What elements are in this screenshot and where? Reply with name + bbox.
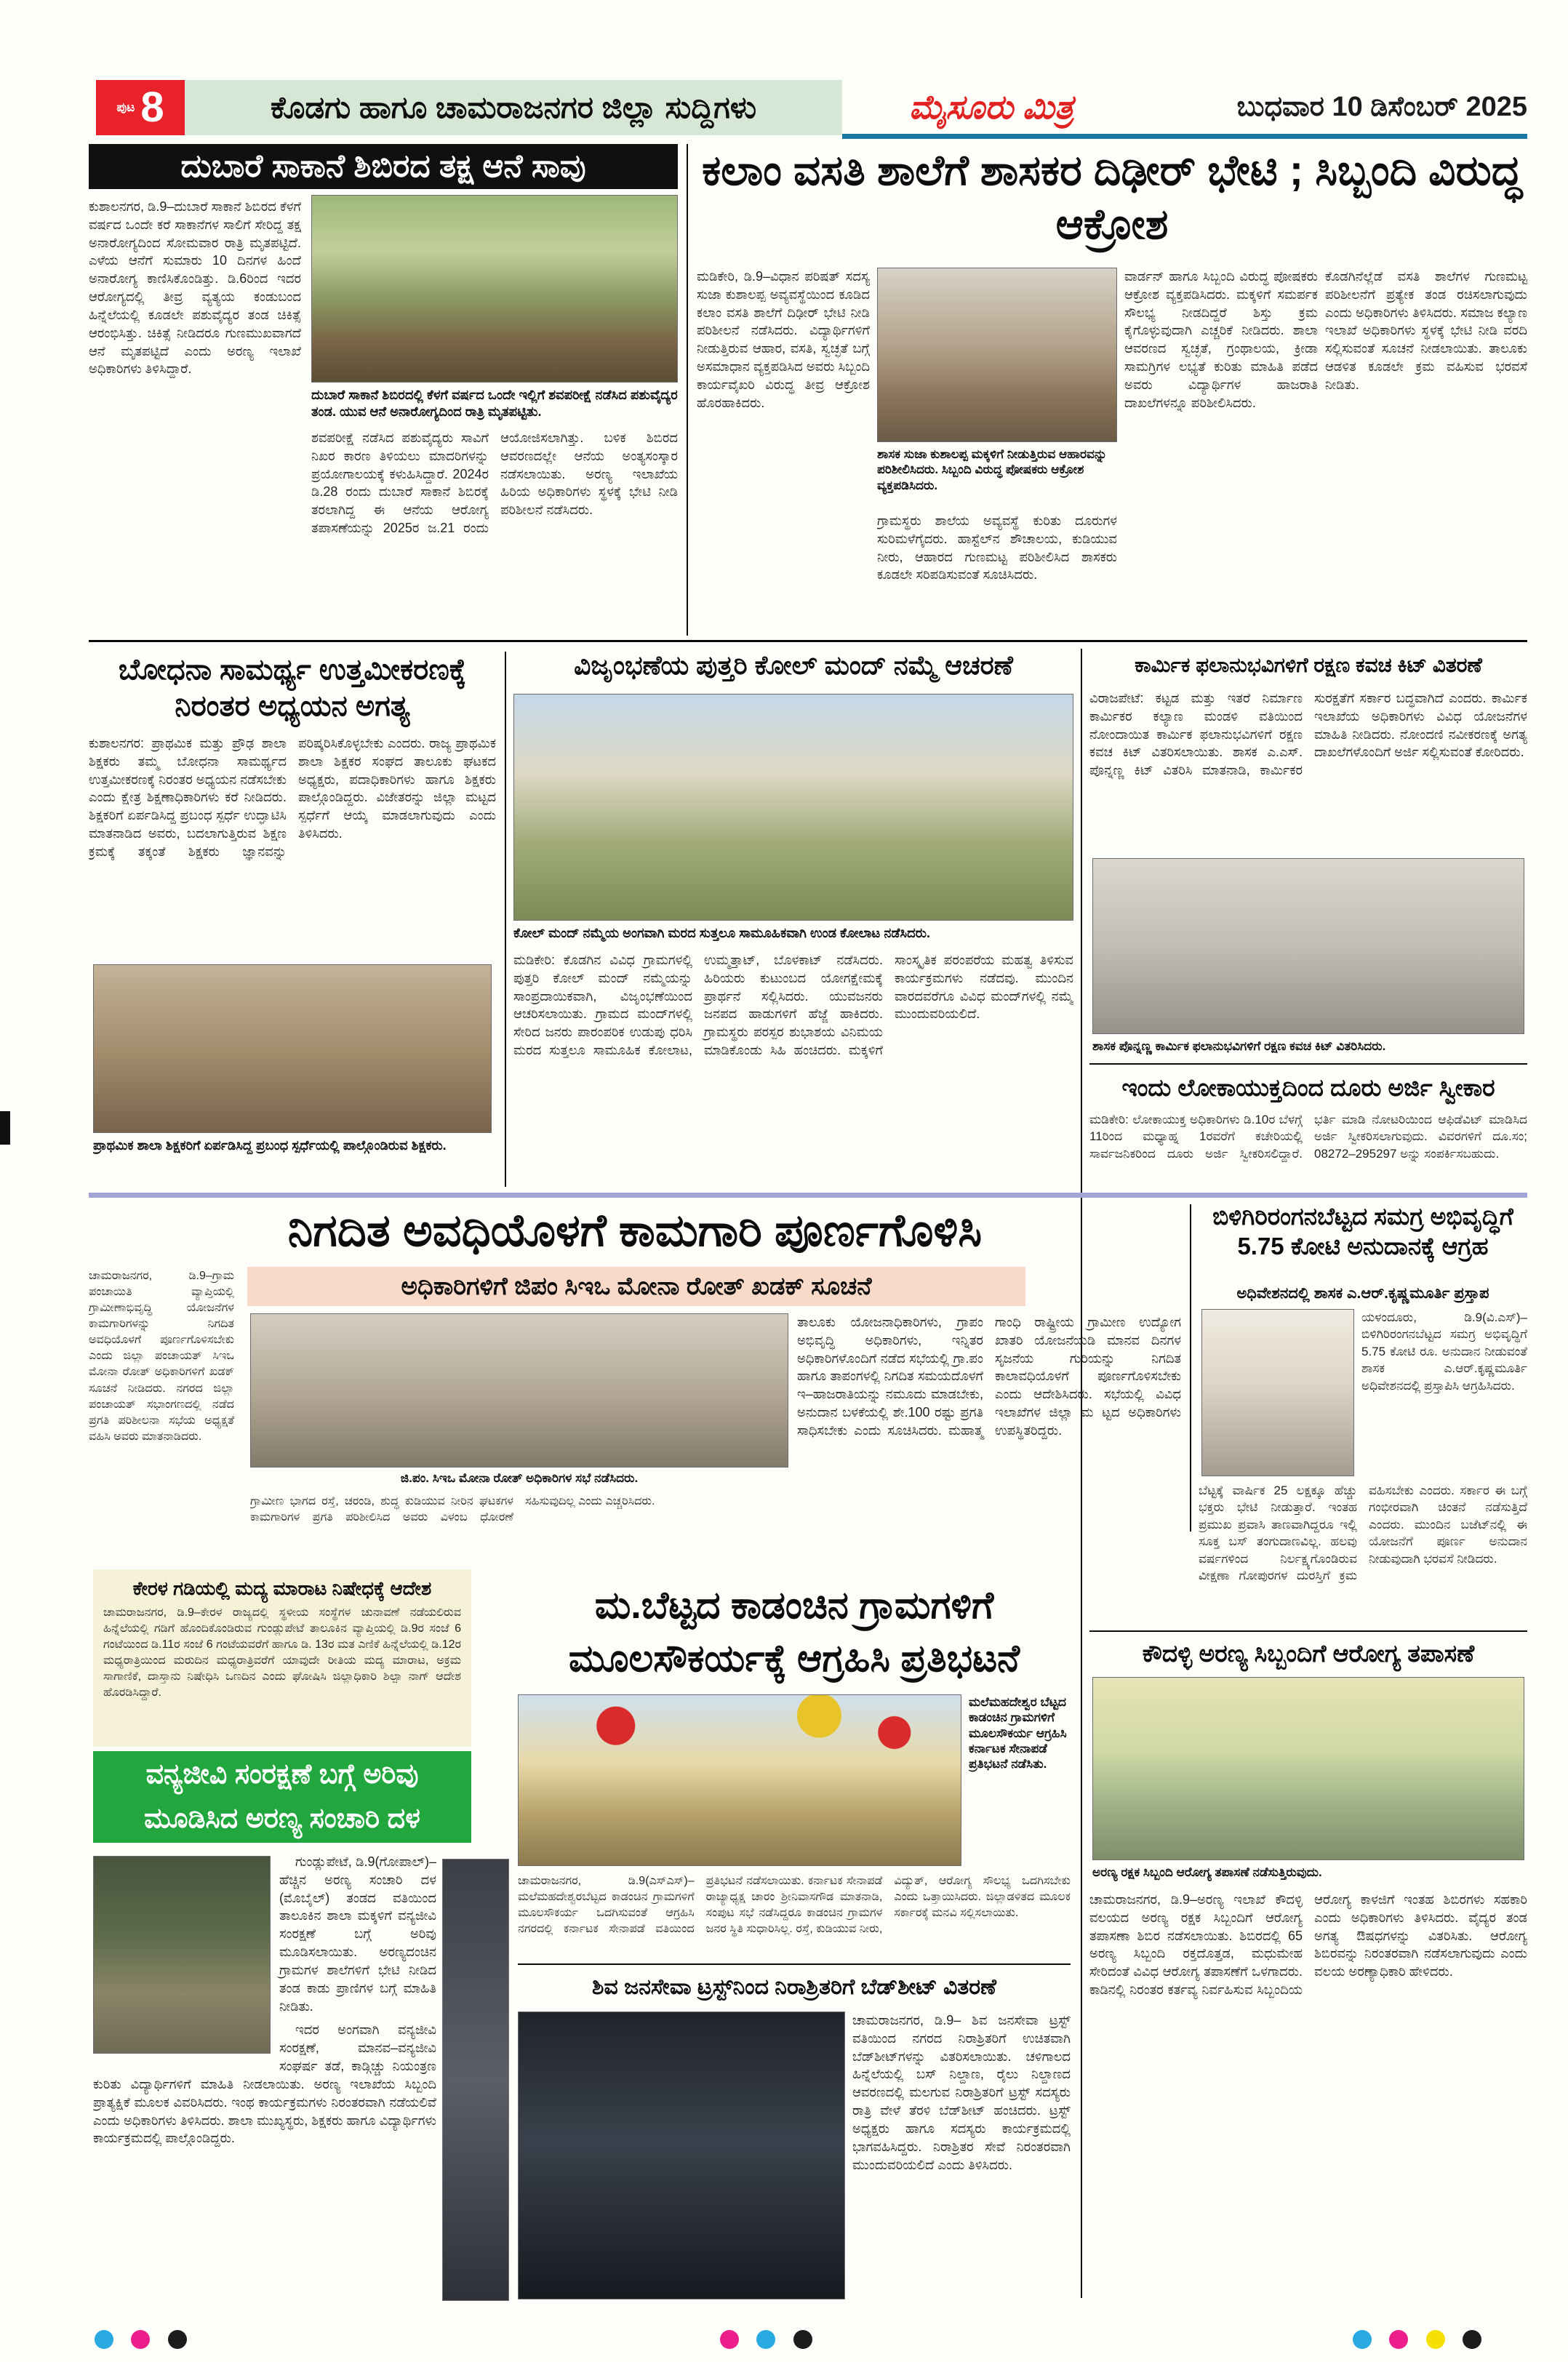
kerala-box [93,1569,471,1747]
biligiri-body-col1: ಯಳಂದೂರು, ಡಿ.9(ವಿ.ಎಸ್)– ಬಿಳಿಗಿರಿರಂಗನಬೆಟ್ಟದ ಸಮಗ್ರ ಅಭಿವೃದ್ಧಿಗೆ 5.75 ಕೋಟಿ ರೂ. ಅನುದಾನ ನೀಡುವಂತೆ ಶಾಸಕ ಎ.ಆರ್.ಕೃಷ್ಣಮೂರ್ತಿ ಅಧಿವೇಶನದಲ್ಲಿ ಪ್ರಸ್ತಾಪಿಸಿ ಆಗ್ರಹಿಸಿದರು. [1361,1310,1527,1393]
issue-date: ಬುಧವಾರ 10 ಡಿಸೆಂಬರ್ 2025 [1236,92,1527,122]
bodhana-body: ಕುಶಾಲನಗರ: ಪ್ರಾಥಮಿಕ ಮತ್ತು ಪ್ರೌಢ ಶಾಲಾ ಶಿಕ್ಷಕರು ತಮ್ಮ ಬೋಧನಾ ಸಾಮರ್ಥ್ಯದ ಉತ್ತಮೀಕರಣಕ್ಕೆ ನಿರಂತರ ಅಧ್ಯಯನ ನಡೆಸಬೇಕು ಎಂದು ಕ್ಷೇತ್ರ ಶಿಕ್ಷಣಾಧಿಕಾರಿಗಳು ಕರೆ ನೀಡಿದರು. ಶಿಕ್ಷಕರಿಗೆ ಏರ್ಪಡಿಸಿದ್ದ ಪ್ರಬಂಧ ಸ್ಪರ್ಧೆ ಉದ್ಘಾಟಿಸಿ ಮಾತನಾಡಿದ ಅವರು, ಬದಲಾಗುತ್ತಿರುವ ಶಿಕ್ಷಣ ಕ್ರಮಕ್ಕೆ ತಕ್ಕಂತೆ ಶಿಕ್ಷಕರು ಜ್ಞಾನವನ್ನು ಪರಿಷ್ಕರಿಸಿಕೊಳ್ಳಬೇಕು ಎಂದರು. ರಾಜ್ಯ ಪ್ರಾಥಮಿಕ ಶಾಲಾ ಶಿಕ್ಷಕರ ಸಂಘದ ತಾಲೂಕು ಘಟಕದ ಅಧ್ಯಕ್ಷರು, ಪದಾಧಿಕಾರಿಗಳು ಹಾಗೂ ಶಿಕ್ಷಕರು ಪಾಲ್ಗೊಂಡಿದ್ದರು. ವಿಜೇತರನ್ನು ಜಿಲ್ಲಾ ಮಟ್ಟದ ಸ್ಪರ್ಧೆಗೆ ಆಯ್ಕೆ ಮಾಡಲಾಗುವುದು ಎಂದು ತಿಳಿಸಿದರು. [89,736,496,859]
standing-person-photo [442,1859,509,2301]
lavender-divider [89,1193,1527,1198]
biligiri-body-col2: ಬೆಟ್ಟಕ್ಕೆ ವಾರ್ಷಿಕ 25 ಲಕ್ಷಕ್ಕೂ ಹೆಚ್ಚು ಭಕ್ತರು ಭೇಟಿ ನೀಡುತ್ತಾರೆ. ಇಂತಹ ಪ್ರಮುಖ ಪ್ರವಾಸಿ ತಾಣವಾಗಿದ್ದರೂ ಇಲ್ಲಿ ಸೂಕ್ತ ಬಸ್ ತಂಗುದಾಣವಿಲ್ಲ. ಹಲವು ವರ್ಷಗಳಿಂದ ನಿರ್ಲಕ್ಷ್ಯಗೊಂಡಿರುವ ವೀಕ್ಷಣಾ ಗೋಪುರಗಳ ದುರಸ್ತಿಗೆ ಕ್ರಮ ವಹಿಸಬೇಕು ಎಂದರು. ಸರ್ಕಾರ ಈ ಬಗ್ಗೆ ಗಂಭೀರವಾಗಿ ಚಿಂತನೆ ನಡೆಸುತ್ತಿದೆ ಎಂದರು. ಮುಂದಿನ ಬಜೆಟ್‌ನಲ್ಲಿ ಈ ಯೋಜನೆಗೆ ಪೂರ್ಣ ಅನುದಾನ ನೀಡುವುದಾಗಿ ಭರವಸೆ ನೀಡಿದರು. [1199,1484,1527,1583]
wildlife-body [93,1853,436,2302]
divider [518,1963,1071,1965]
registration-dot-black [793,2330,812,2349]
shiva-body: ಚಾಮರಾಜನಗರ, ಡಿ.9– ಶಿವ ಜನಸೇವಾ ಟ್ರಸ್ಟ್ ವತಿಯಿಂದ ನಗರದ ನಿರಾಶ್ರಿತರಿಗೆ ಉಚಿತವಾಗಿ ಬೆಡ್‌ಶೀಟ್‌ಗಳನ್ನು ವಿತರಿಸಲಾಯಿತು. ಚಳಿಗಾಲದ ಹಿನ್ನೆಲೆಯಲ್ಲಿ ಬಸ್ ನಿಲ್ದಾಣ, ರೈಲು ನಿಲ್ದಾಣದ ಆವರಣದಲ್ಲಿ ಮಲಗುವ ನಿರಾಶ್ರಿತರಿಗೆ ಟ್ರಸ್ಟ್ ಸದಸ್ಯರು ರಾತ್ರಿ ವೇಳೆ ತೆರಳಿ ಬೆಡ್‌ಶೀಟ್ ಹಂಚಿದರು. ಟ್ರಸ್ಟ್ ಅಧ್ಯಕ್ಷರು ಹಾಗೂ ಸದಸ್ಯರು ಕಾರ್ಯಕ್ರಮದಲ್ಲಿ ಭಾಗವಹಿಸಿದ್ದರು. ನಿರಾಶ್ರಿತರ ಸೇವೆ ನಿರಂತರವಾಗಿ ಮುಂದುವರಿಯಲಿದೆ ಎಂದು ತಿಳಿಸಿದರು. [852,2013,1071,2172]
registration-dot-magenta [720,2330,739,2349]
nigadita-body-col1: ಚಾಮರಾಜನಗರ, ಡಿ.9–ಗ್ರಾಮ ಪಂಚಾಯಿತಿ ವ್ಯಾಪ್ತಿಯಲ್ಲಿ ಗ್ರಾಮೀಣಾಭಿವೃದ್ಧಿ ಯೋಜನೆಗಳ ಕಾಮಗಾರಿಗಳನ್ನು ನಿಗದಿತ ಅವಧಿಯೊಳಗೆ ಪೂರ್ಣಗೊಳಿಸಬೇಕು ಎಂದು ಜಿಲ್ಲಾ ಪಂಚಾಯತ್ ಸಿಇಒ ಮೋನಾ ರೋತ್ ಅಧಿಕಾರಿಗಳಿಗೆ ಖಡಕ್ ಸೂಚನೆ ನೀಡಿದರು. ನಗರದ ಜಿಲ್ಲಾ ಪಂಚಾಯತ್ ಸಭಾಂಗಣದಲ್ಲಿ ನಡೆದ ಪ್ರಗತಿ ಪರಿಶೀಲನಾ ಸಭೆಯ ಅಧ್ಯಕ್ಷತೆ ವಹಿಸಿ ಅವರು ಮಾತನಾಡಿದರು. [89,1270,234,1443]
food-inspection-photo [877,268,1117,442]
dubare-headline: ದುಬಾರೆ ಸಾಕಾನೆ ಶಿಬಿರದ ತಕ್ಷ ಆನೆ ಸಾವು [89,144,678,189]
lokayukta-body: ಮಡಿಕೇರಿ: ಲೋಕಾಯುಕ್ತ ಅಧಿಕಾರಿಗಳು ಡಿ.10ರ ಬೆಳಗ್ಗೆ 11ರಿಂದ ಮಧ್ಯಾಹ್ನ 1ರವರೆಗೆ ಕಚೇರಿಯಲ್ಲಿ ಸಾರ್ವಜನಿಕರಿಂದ ದೂರು ಅರ್ಜಿ ಸ್ವೀಕರಿಸಲಿದ್ದಾರೆ. ಭರ್ತಿ ಮಾಡಿ ನೋಟರಿಯಿಂದ ಆಫಿಡೆವಿಟ್ ಮಾಡಿಸಿದ ಅರ್ಜಿ ಸ್ವೀಕರಿಸಲಾಗುವುದು. ವಿವರಗಳಿಗೆ ದೂ.ಸಂ; 08272–295297 ಅನ್ನು ಸಂಪರ್ಕಿಸಬಹುದು. [1089,1113,1527,1161]
lokayukta-headline: ಇಂದು ಲೋಕಾಯುಕ್ತದಿಂದ ದೂರು ಅರ್ಜಿ ಸ್ವೀಕಾರ [1121,1074,1495,1101]
kalam-body-col3: ವಾರ್ಡನ್ ಹಾಗೂ ಸಿಬ್ಬಂದಿ ವಿರುದ್ಧ ಪೋಷಕರು ಆಕ್ರೋಶ ವ್ಯಕ್ತಪಡಿಸಿದರು. ಮಕ್ಕಳಿಗೆ ಸಮರ್ಪಕ ಸೌಲಭ್ಯ ನೀಡದಿದ್ದರೆ ಶಿಸ್ತು ಕ್ರಮ ಕೈಗೊಳ್ಳುವುದಾಗಿ ಎಚ್ಚರಿಕೆ ನೀಡಿದರು. ಶಾಲಾ ಆವರಣದ ಸ್ವಚ್ಛತೆ, ಗ್ರಂಥಾಲಯ, ಕ್ರೀಡಾ ಸಾಮಗ್ರಿಗಳ ಲಭ್ಯತೆ ಕುರಿತು ಮಾಹಿತಿ ಪಡೆದ ಅವರು ವಿದ್ಯಾರ್ಥಿಗಳ ಹಾಜರಾತಿ ದಾಖಲೆಗಳನ್ನೂ ಪರಿಶೀಲಿಸಿದರು. [1124,269,1318,410]
section-divider [89,640,1527,642]
karmika-body: ವಿರಾಜಪೇಟೆ: ಕಟ್ಟಡ ಮತ್ತು ಇತರೆ ನಿರ್ಮಾಣ ಕಾರ್ಮಿಕರ ಕಲ್ಯಾಣ ಮಂಡಳಿ ವತಿಯಿಂದ ನೋಂದಾಯಿತ ಕಾರ್ಮಿಕ ಫಲಾನುಭವಿಗಳಿಗೆ ರಕ್ಷಣ ಕವಚ ಕಿಟ್ ವಿತರಿಸಲಾಯಿತು. ಶಾಸಕ ಎ.ಎಸ್. ಪೊನ್ನಣ್ಣ ಕಿಟ್ ವಿತರಿಸಿ ಮಾತನಾಡಿ, ಕಾರ್ಮಿಕರ ಸುರಕ್ಷತೆಗೆ ಸರ್ಕಾರ ಬದ್ಧವಾಗಿದೆ ಎಂದರು. ಕಾರ್ಮಿಕ ಇಲಾಖೆಯ ಅಧಿಕಾರಿಗಳು ವಿವಿಧ ಯೋಜನೆಗಳ ಮಾಹಿತಿ ನೀಡಿದರು. ನೋಂದಣಿ ನವೀಕರಣಕ್ಕೆ ಅಗತ್ಯ ದಾಖಲೆಗಳೊಂದಿಗೆ ಅರ್ಜಿ ಸಲ್ಲಿಸುವಂತೆ ಕೋರಿದರು. [1089,691,1527,778]
registration-dot-cyan [1353,2330,1372,2349]
page-label: ಪುಟ [116,100,135,114]
bodhana-headline: ಬೋಧನಾ ಸಾಮರ್ಥ್ಯ ಉತ್ತಮೀಕರಣಕ್ಕೆ ನಿರಂತರ ಅಧ್ಯಯನ ಅಗತ್ಯ [118,654,467,722]
registration-dot-black [1463,2330,1481,2349]
dubare-body-col1: ಕುಶಾಲನಗರ, ಡಿ.9–ದುಬಾರೆ ಸಾಕಾನೆ ಶಿಬಿರದ ಕೆಳಗೆ ವರ್ಷದ ಒಂದೇ ಕರೆ ಸಾಕಾನೆಗಳ ಸಾಲಿಗೆ ಸೇರಿದ್ದ ತಕ್ಷ ಅನಾರೋಗ್ಯದಿಂದ ಸೋಮವಾರ ರಾತ್ರಿ ಮೃತಪಟ್ಟಿದೆ. ಎಳೆಯ ಆನೆಗೆ ಸುಮಾರು 10 ದಿನಗಳ ಹಿಂದೆ ಅನಾರೋಗ್ಯ ಕಾಣಿಸಿಕೊಂಡಿತ್ತು. ಡಿ.6ರಿಂದ ಇದರ ಆರೋಗ್ಯದಲ್ಲಿ ತೀವ್ರ ವ್ಯತ್ಯಯ ಕಂಡುಬಂದ ಹಿನ್ನೆಲೆಯಲ್ಲಿ ಕೂಡಲೇ ಪಶುವೈದ್ಯರ ತಂಡ ಚಿಕಿತ್ಸೆ ಆರಂಭಿಸಿತ್ತು. ಚಿಕಿತ್ಸೆ ನೀಡಿದರೂ ಗುಣಮುಖವಾಗದೆ ಆನೆ ಮೃತಪಟ್ಟಿದೆ ಎಂದು ಅರಣ್ಯ ಇಲಾಖೆ ಅಧಿಕಾರಿಗಳು ತಿಳಿಸಿದ್ದಾರೆ. [89,199,301,377]
kerala-body: ಚಾಮರಾಜನಗರ, ಡಿ.9–ಕೇರಳ ರಾಜ್ಯದಲ್ಲಿ ಸ್ಥಳೀಯ ಸಂಸ್ಥೆಗಳ ಚುನಾವಣೆ ನಡೆಯಲಿರುವ ಹಿನ್ನೆಲೆಯಲ್ಲಿ ಗಡಿಗೆ ಹೊಂದಿಕೊಂಡಿರುವ ಗುಂಡ್ಲುಪೇಟೆ ತಾಲೂಕಿನ ವ್ಯಾಪ್ತಿಯಲ್ಲಿ ಡಿ.9ರ ಸಂಜೆ 6 ಗಂಟೆಯಿಂದ ಡಿ.11ರ ಸಂಜೆ 6 ಗಂಟೆಯವರೆಗೆ ಹಾಗೂ ಡಿ. 13ರ ಮತ ಎಣಿಕೆ ಹಿನ್ನೆಲೆಯಲ್ಲಿ ಡಿ.12ರ ಮಧ್ಯರಾತ್ರಿಯಿಂದ ಮರುದಿನ ಮಧ್ಯರಾತ್ರಿವರೆಗೆ ಯಾವುದೇ ರೀತಿಯ ಮದ್ಯ ಮಾರಾಟ, ಅಕ್ರಮ ಸಾಗಾಣಿಕೆ, ದಾಸ್ತಾನು ನಿಷೇಧಿಸಿ ಒಣದಿನ ಎಂದು ಘೋಷಿಸಿ ಜಿಲ್ಲಾಧಿಕಾರಿ ಶಿಲ್ಪಾ ನಾಗ್ ಆದೇಶ ಹೊರಡಿಸಿದ್ದಾರೆ. [103,1606,461,1699]
dubare-body-col2: ಶವಪರೀಕ್ಷೆ ನಡೆಸಿದ ಪಶುವೈದ್ಯರು ಸಾವಿಗೆ ನಿಖರ ಕಾರಣ ತಿಳಿಯಲು ಮಾದರಿಗಳನ್ನು ಪ್ರಯೋಗಾಲಯಕ್ಕೆ ಕಳುಹಿಸಿದ್ದಾರೆ. 2024ರ ಡಿ.28 ರಂದು ದುಬಾರೆ ಸಾಕಾನೆ ಶಿಬಿರಕ್ಕೆ ತರಲಾಗಿದ್ದ ಈ ಆನೆಯ ಆರೋಗ್ಯ ತಪಾಸಣೆಯನ್ನು 2025ರ ಜ.21 ರಂದು ಆಯೋಜಿಸಲಾಗಿತ್ತು. ಬಳಿಕ ಶಿಬಿರದ ಆವರಣದಲ್ಲೇ ಆನೆಯ ಅಂತ್ಯಸಂಸ್ಕಾರ ನಡೆಸಲಾಯಿತು. ಅರಣ್ಯ ಇಲಾಖೆಯ ಹಿರಿಯ ಅಧಿಕಾರಿಗಳು ಸ್ಥಳಕ್ಕೆ ಭೇಟಿ ನೀಡಿ ಪರಿಶೀಲನೆ ನಡೆಸಿದರು. [311,431,678,536]
zp-meeting-photo [250,1313,788,1468]
color-bar-center [720,2330,827,2353]
bodhana-photo-caption: ಪ್ರಾಥಮಿಕ ಶಾಲಾ ಶಿಕ್ಷಕರಿಗೆ ಏರ್ಪಡಿಸಿದ್ದ ಪ್ರಬಂಧ ಸ್ಪರ್ಧೆಯಲ್ಲಿ ಪಾಲ್ಗೊಂಡಿರುವ ಶಿಕ್ಷಕರು. [93,1138,447,1153]
registration-dot-magenta [131,2330,150,2349]
column-rule [505,652,506,1187]
biligiri-kicker: ಅಧಿವೇಶನದಲ್ಲಿ ಶಾಸಕ ಎ.ಆರ್.ಕೃಷ್ಣಮೂರ್ತಿ ಪ್ರಸ್ತಾಪ [1236,1285,1489,1302]
registration-dot-yellow [1426,2330,1445,2349]
nigadita-headline: ನಿಗದಿತ ಅವಧಿಯೊಳಗೆ ಕಾಮಗಾರಿ ಪೂರ್ಣಗೊಳಿಸಿ [287,1206,983,1256]
shiva-headline: ಶಿವ ಜನಸೇವಾ ಟ್ರಸ್ಟ್‌ನಿಂದ ನಿರಾಶ್ರಿತರಿಗೆ ಬೆಡ್‌ಶೀಟ್ ವಿತರಣೆ [592,1975,996,1999]
nigadita-photo-caption: ಜಿ.ಪಂ. ಸಿಇಒ ಮೋನಾ ರೋತ್ ಅಧಿಕಾರಿಗಳ ಸಭೆ ನಡೆಸಿದರು. [400,1471,639,1485]
registration-dot-cyan [95,2330,113,2349]
kalam-body-col4: ಕೊಡಗಿನೆಲ್ಲೆಡೆ ವಸತಿ ಶಾಲೆಗಳ ಗುಣಮಟ್ಟ ಪರಿಶೀಲನೆಗೆ ಪ್ರತ್ಯೇಕ ತಂಡ ರಚಿಸಲಾಗುವುದು ಎಂದು ಅಧಿಕಾರಿಗಳು ತಿಳಿಸಿದರು. ಸಮಾಜ ಕಲ್ಯಾಣ ಇಲಾಖೆ ಅಧಿಕಾರಿಗಳು ಸ್ಥಳಕ್ಕೆ ಭೇಟಿ ನೀಡಿ ವರದಿ ಸಲ್ಲಿಸುವಂತೆ ಸೂಚನೆ ನೀಡಲಾಯಿತು. ತಾಲೂಕು ಆಡಳಿತ ಕೂಡಲೇ ಕ್ರಮ ವಹಿಸುವ ಭರವಸೆ ನೀಡಿತು. [1325,269,1527,392]
kolmand-headline: ವಿಜೃಂಭಣೆಯ ಪುತ್ತರಿ ಕೋಲ್ ಮಂದ್ ನಮ್ಮೆ ಆಚರಣೆ [574,650,1013,680]
wildlife-headline: ವನ್ಯಜೀವಿ ಸಂರಕ್ಷಣೆ ಬಗ್ಗೆ ಅರಿವು ಮೂಡಿಸಿದ ಅರಣ್ಯ ಸಂಚಾರಿ ದಳ [93,1751,471,1843]
health-photo-caption: ಅರಣ್ಯ ರಕ್ಷಕ ಸಿಬ್ಬಂದಿ ಆರೋಗ್ಯ ತಪಾಸಣೆ ನಡೆಸುತ್ತಿರುವುದು. [1092,1865,1322,1879]
kerala-headline: ಕೇರಳ ಗಡಿಯಲ್ಲಿ ಮದ್ಯ ಮಾರಾಟ ನಿಷೇಧಕ್ಕೆ ಆದೇಶ [132,1577,432,1599]
page-number-box [96,80,185,135]
column-rule [687,144,688,636]
mmhills-body: ಚಾಮರಾಜನಗರ, ಡಿ.9(ಎಸ್‌ಎಸ್)– ಮಲೆಮಹದೇಶ್ವರಬೆಟ್ಟದ ಕಾಡಂಚಿನ ಗ್ರಾಮಗಳಿಗೆ ಮೂಲಸೌಕರ್ಯ ಒದಗಿಸುವಂತೆ ಆಗ್ರಹಿಸಿ ನಗರದಲ್ಲಿ ಕರ್ನಾಟಕ ಸೇನಾಪಡೆ ವತಿಯಿಂದ ಪ್ರತಿಭಟನೆ ನಡೆಸಲಾಯಿತು. ಕರ್ನಾಟಕ ಸೇನಾಪಡೆ ರಾಜ್ಯಾಧ್ಯಕ್ಷ ಚಾರಂ ಶ್ರೀನಿವಾಸಗೌಡ ಮಾತನಾಡಿ, ಸಂಪುಟ ಸಭೆ ನಡೆಸಿದ್ದರೂ ಕಾಡಂಚಿನ ಗ್ರಾಮಗಳ ಜನರ ಸ್ಥಿತಿ ಸುಧಾರಿಸಿಲ್ಲ. ರಸ್ತೆ, ಕುಡಿಯುವ ನೀರು, ವಿದ್ಯುತ್, ಆರೋಗ್ಯ ಸೌಲಭ್ಯ ಒದಗಿಸಬೇಕು ಎಂದು ಒತ್ತಾಯಿಸಿದರು. ಜಿಲ್ಲಾಡಳಿತದ ಮೂಲಕ ಸರ್ಕಾರಕ್ಕೆ ಮನವಿ ಸಲ್ಲಿಸಲಾಯಿತು. [518,1875,1071,1936]
karmika-headline: ಕಾರ್ಮಿಕ ಫಲಾನುಭವಿಗಳಿಗೆ ರಕ್ಷಣ ಕವಚ ಕಿಟ್ ವಿತರಣೆ [1135,654,1482,676]
mla-speaking-photo [1201,1309,1354,1476]
protest-flags-photo [518,1694,961,1866]
nigadita-body-col3: ಗ್ರಾಮೀಣ ಭಾಗದ ರಸ್ತೆ, ಚರಂಡಿ, ಶುದ್ಧ ಕುಡಿಯುವ ನೀರಿನ ಘಟಕಗಳ ಕಾಮಗಾರಿಗಳ ಪ್ರಗತಿ ಪರಿಶೀಲಿಸಿದ ಅವರು ವಿಳಂಬ ಧೋರಣೆ ಸಹಿಸುವುದಿಲ್ಲ ಎಂದು ಎಚ್ಚರಿಸಿದರು. [250,1495,655,1524]
health-body: ಚಾಮರಾಜನಗರ, ಡಿ.9–ಅರಣ್ಯ ಇಲಾಖೆ ಕೌದಳ್ಳಿ ವಲಯದ ಅರಣ್ಯ ರಕ್ಷಕ ಸಿಬ್ಬಂದಿಗೆ ಆರೋಗ್ಯ ತಪಾಸಣಾ ಶಿಬಿರ ನಡೆಸಲಾಯಿತು. ಶಿಬಿರದಲ್ಲಿ 65 ಅರಣ್ಯ ಸಿಬ್ಬಂದಿ ರಕ್ತದೊತ್ತಡ, ಮಧುಮೇಹ ಸೇರಿದಂತೆ ವಿವಿಧ ಆರೋಗ್ಯ ತಪಾಸಣೆಗೆ ಒಳಗಾದರು. ಕಾಡಿನಲ್ಲಿ ನಿರಂತರ ಕರ್ತವ್ಯ ನಿರ್ವಹಿಸುವ ಸಿಬ್ಬಂದಿಯ ಆರೋಗ್ಯ ಕಾಳಜಿಗೆ ಇಂತಹ ಶಿಬಿರಗಳು ಸಹಕಾರಿ ಎಂದು ಅಧಿಕಾರಿಗಳು ತಿಳಿಸಿದರು. ವೈದ್ಯರ ತಂಡ ಅಗತ್ಯ ಔಷಧಗಳನ್ನು ವಿತರಿಸಿತು. ಆರೋಗ್ಯ ಶಿಬಿರವನ್ನು ನಿರಂತರವಾಗಿ ನಡೆಸಲಾಗುವುದು ಎಂದು ವಲಯ ಅರಣ್ಯಾಧಿಕಾರಿ ಹೇಳಿದರು. [1089,1892,1527,1998]
section-title: ಕೊಡಗು ಹಾಗೂ ಚಾಮರಾಜನಗರ ಜಿಲ್ಲಾ ಸುದ್ದಿಗಳು [270,90,757,124]
biligiri-headline: ಬಿಳಿಗಿರಿರಂಗನಬೆಟ್ಟದ ಸಮಗ್ರ ಅಭಿವೃದ್ಧಿಗೆ 5.75 ಕೋಟಿ ಅನುದಾನಕ್ಕೆ ಆಗ್ರಹ [1212,1203,1513,1260]
teachers-exam-photo [93,964,492,1133]
column-rule [1190,1204,1191,1532]
kalam-headline: ಕಲಾಂ ವಸತಿ ಶಾಲೆಗೆ ಶಾಸಕರ ದಿಢೀರ್ ಭೇಟಿ ; ಸಿಬ್ಬಂದಿ ವಿರುದ್ಧ ಆಕ್ರೋಶ [702,147,1522,249]
health-camp-photo [1092,1677,1524,1860]
kalam-photo-caption: ಶಾಸಕ ಸುಜಾ ಕುಶಾಲಪ್ಪ ಮಕ್ಕಳಿಗೆ ನೀಡುತ್ತಿರುವ ಆಹಾರವನ್ನು ಪರಿಶೀಲಿಸಿದರು. ಸಿಬ್ಬಂದಿ ವಿರುದ್ಧ ಪೋಷಕರು ಆಕ್ರೋಶ ವ್ಯಕ್ತಪಡಿಸಿದರು. [877,447,1108,492]
mmhills-headline: ಮ.ಬೆಟ್ಟದ ಕಾಡಂಚಿನ ಗ್ರಾಮಗಳಿಗೆ ಮೂಲಸೌಕರ್ಯಕ್ಕೆ ಆಗ್ರಹಿಸಿ ಪ್ರತಿಭಟನೆ [568,1585,1020,1680]
kalam-body-col2: ಗ್ರಾಮಸ್ಥರು ಶಾಲೆಯ ಅವ್ಯವಸ್ಥೆ ಕುರಿತು ದೂರುಗಳ ಸುರಿಮಳೆಗೈದರು. ಹಾಸ್ಟೆಲ್‌ನ ಶೌಚಾಲಯ, ಕುಡಿಯುವ ನೀರು, ಆಹಾರದ ಗುಣಮಟ್ಟ ಪರಿಶೀಲಿಸಿದ ಶಾಸಕರು ಕೂಡಲೇ ಸರಿಪಡಿಸುವಂತೆ ಸೂಚಿಸಿದರು. [877,513,1117,583]
health-headline: ಕೌದಳ್ಳಿ ಅರಣ್ಯ ಸಿಬ್ಬಂದಿಗೆ ಆರೋಗ್ಯ ತಪಾಸಣೆ [1142,1640,1475,1667]
dubare-photo-caption: ದುಬಾರೆ ಸಾಕಾನೆ ಶಿಬಿರದಲ್ಲಿ ಕೆಳಗೆ ವರ್ಷದ ಒಂದೇ ಇಲ್ಲಿಗೆ ಶವಪರೀಕ್ಷೆ ನಡೆಸಿದ ಪಶುವೈದ್ಯರ ತಂಡ. ಯುವ ಆನೆ ಅನಾರೋಗ್ಯದಿಂದ ರಾತ್ರಿ ಮೃತಪಟ್ಟಿತು. [311,388,678,419]
wildlife-body-p1: ಗುಂಡ್ಲುಪೇಟೆ, ಡಿ.9(ಗೋಪಾಲ್)– ಹೆಚ್ಚಿನ ಅರಣ್ಯ ಸಂಚಾರಿ ದಳ (ಮೊಬೈಲ್) ತಂಡದ ವತಿಯಿಂದ ತಾಲೂಕಿನ ಶಾಲಾ ಮಕ್ಕಳಿಗೆ ವನ್ಯಜೀವಿ ಸಂರಕ್ಷಣೆ ಬಗ್ಗೆ ಅರಿವು ಮೂಡಿಸಲಾಯಿತು. ಅರಣ್ಯದಂಚಿನ ಗ್ರಾಮಗಳ ಶಾಲೆಗಳಿಗೆ ಭೇಟಿ ನೀಡಿದ ತಂಡ ಕಾಡು ಪ್ರಾಣಿಗಳ ಬಗ್ಗೆ ಮಾಹಿತಿ ನೀಡಿತು. [279,1854,436,2014]
kolmand-photo-caption: ಕೋಲ್ ಮಂದ್ ನಮ್ಮೆಯ ಅಂಗವಾಗಿ ಮರದ ಸುತ್ತಲೂ ಸಾಮೂಹಿಕವಾಗಿ ಉಂಡ ಕೋಲಾಟ ನಡೆಸಿದರು. [513,926,930,940]
nigadita-subhead: ಅಧಿಕಾರಿಗಳಿಗೆ ಜಿಪಂ ಸಿಇಒ ಮೋನಾ ರೋತ್ ಖಡಕ್ ಸೂಚನೆ [247,1267,1025,1306]
registration-dot-black [168,2330,187,2349]
divider [1089,1630,1527,1632]
nigadita-body-col2: ತಾಲೂಕು ಯೋಜನಾಧಿಕಾರಿಗಳು, ಗ್ರಾಪಂ ಅಭಿವೃದ್ಧಿ ಅಧಿಕಾರಿಗಳು, ಇನ್ನಿತರ ಅಧಿಕಾರಿಗಳೊಂದಿಗೆ ನಡೆದ ಸಭೆಯಲ್ಲಿ ಗ್ರಾ.ಪಂ ಹಾಗೂ ತಾಪಂಗಳಲ್ಲಿ ನಿಗದಿತ ಸಮಯದೊಳಗೆ ಇ–ಹಾಜರಾತಿಯನ್ನು ನಮೂದು ಮಾಡಬೇಕು, ಅನುದಾನ ಬಳಕೆಯಲ್ಲಿ ಶೇ.100 ರಷ್ಟು ಪ್ರಗತಿ ಸಾಧಿಸಬೇಕು ಎಂದು ಸೂಚಿಸಿದರು. ಮಹಾತ್ಮ ಗಾಂಧಿ ರಾಷ್ಟ್ರೀಯ ಗ್ರಾಮೀಣ ಉದ್ಯೋಗ ಖಾತರಿ ಯೋಜನೆಯಡಿ ಮಾನವ ದಿನಗಳ ಸೃಜನೆಯ ಗುರಿಯನ್ನು ನಿಗದಿತ ಕಾಲಾವಧಿಯೊಳಗೆ ಪೂರ್ಣಗೊಳಿಸಬೇಕು ಎಂದು ಆದೇಶಿಸಿದರು. ಸಭೆಯಲ್ಲಿ ವಿವಿಧ ಇಲಾಖೆಗಳ ಜಿಲ್ಲಾ ಮ ಟ್ಟದ ಅಧಿಕಾರಿಗಳು ಉಪಸ್ಥಿತರಿದ್ದರು. [797,1315,1181,1438]
page-number: 8 [140,84,164,131]
kit-distribution-photo [1092,858,1524,1034]
karmika-photo-caption: ಶಾಸಕ ಪೊನ್ನಣ್ಣ ಕಾರ್ಮಿಕ ಫಲಾನುಭವಿಗಳಿಗೆ ರಕ್ಷಣ ಕವಚ ಕಿಟ್ ವಿತರಿಸಿದರು. [1092,1039,1386,1053]
wildlife-body-p2: ಇದರ ಅಂಗವಾಗಿ ವನ್ಯಜೀವಿ ಸಂರಕ್ಷಣೆ, ಮಾನವ–ವನ್ಯಜೀವಿ ಸಂಘರ್ಷ ತಡೆ, ಕಾಡ್ಗಿಚ್ಚು ನಿಯಂತ್ರಣ ಕುರಿತು ವಿದ್ಯಾರ್ಥಿಗಳಿಗೆ ಮಾಹಿತಿ ನೀಡಲಾಯಿತು. ಅರಣ್ಯ ಇಲಾಖೆಯ ಸಿಬ್ಬಂದಿ ಪ್ರಾತ್ಯಕ್ಷಿಕೆ ಮೂಲಕ ವಿವರಿಸಿದರು. ಇಂಥ ಕಾರ್ಯಕ್ರಮಗಳು ನಿರಂತರವಾಗಿ ನಡೆಯಲಿವೆ ಎಂದು ಅಧಿಕಾರಿಗಳು ತಿಳಿಸಿದರು. ಶಾಲಾ ಮುಖ್ಯಸ್ಥರು, ಶಿಕ್ಷಕರು ಹಾಗೂ ವಿದ್ಯಾರ್ಥಿಗಳು ಕಾರ್ಯಕ್ರಮದಲ್ಲಿ ಪಾಲ್ಗೊಂಡಿದ್ದರು. [93,2022,436,2146]
color-bar-left [95,2330,201,2353]
divider [1089,1063,1527,1065]
dead-elephant-photo [311,195,678,383]
registration-dot-cyan [756,2330,775,2349]
registration-dot-magenta [1389,2330,1408,2349]
classroom-awareness-photo [93,1856,271,2054]
registration-mark [0,1111,10,1145]
kolmand-body: ಮಡಿಕೇರಿ: ಕೊಡಗಿನ ವಿವಿಧ ಗ್ರಾಮಗಳಲ್ಲಿ ಪುತ್ತರಿ ಕೋಲ್ ಮಂದ್ ನಮ್ಮೆಯನ್ನು ಸಾಂಪ್ರದಾಯಿಕವಾಗಿ, ವಿಜೃಂಭಣೆಯಿಂದ ಆಚರಿಸಲಾಯಿತು. ಗ್ರಾಮದ ಮಂದ್‌ಗಳಲ್ಲಿ ಸೇರಿದ ಜನರು ಪಾರಂಪರಿಕ ಉಡುಪು ಧರಿಸಿ ಮರದ ಸುತ್ತಲೂ ಸಾಮೂಹಿಕ ಕೋಲಾಟ, ಉಮ್ಮತ್ತಾಟ್, ಬೊಳಕಾಟ್ ನಡೆಸಿದರು. ಹಿರಿಯರು ಕುಟುಂಬದ ಯೋಗಕ್ಷೇಮಕ್ಕೆ ಪ್ರಾರ್ಥನೆ ಸಲ್ಲಿಸಿದರು. ಯುವಜನರು ಜನಪದ ಹಾಡುಗಳಿಗೆ ಹೆಜ್ಜೆ ಹಾಕಿದರು. ಗ್ರಾಮಸ್ಥರು ಪರಸ್ಪರ ಶುಭಾಶಯ ವಿನಿಮಯ ಮಾಡಿಕೊಂಡು ಸಿಹಿ ಹಂಚಿದರು. ಮಕ್ಕಳಿಗೆ ಸಾಂಸ್ಕೃತಿಕ ಪರಂಪರೆಯ ಮಹತ್ವ ತಿಳಿಸುವ ಕಾರ್ಯಕ್ರಮಗಳು ನಡೆದವು. ಮುಂದಿನ ವಾರದವರೆಗೂ ವಿವಿಧ ಮಂದ್‌ಗಳಲ್ಲಿ ನಮ್ಮೆ ಮುಂದುವರಿಯಲಿದೆ. [513,953,1073,1058]
header-teal-rule [842,134,1527,139]
color-bar-right [1353,2330,1496,2353]
night-van-photo [518,2011,845,2299]
kalam-body-col1: ಮಡಿಕೇರಿ, ಡಿ.9–ವಿಧಾನ ಪರಿಷತ್ ಸದಸ್ಯ ಸುಜಾ ಕುಶಾಲಪ್ಪ ಅವ್ಯವಸ್ಥೆಯಿಂದ ಕೂಡಿದ ಕಲಾಂ ವಸತಿ ಶಾಲೆಗೆ ದಿಢೀರ್ ಭೇಟಿ ನೀಡಿ ಪರಿಶೀಲನೆ ನಡೆಸಿದರು. ವಿದ್ಯಾರ್ಥಿಗಳಿಗೆ ನೀಡುತ್ತಿರುವ ಆಹಾರ, ವಸತಿ, ಸ್ವಚ್ಛತೆ ಬಗ್ಗೆ ಅಸಮಾಧಾನ ವ್ಯಕ್ತಪಡಿಸಿದ ಅವರು ಸಿಬ್ಬಂದಿ ಕಾರ್ಯವೈಖರಿ ವಿರುದ್ಧ ತೀವ್ರ ಆಕ್ರೋಶ ಹೊರಹಾಕಿದರು. [697,269,870,410]
kolata-dancers-photo [513,694,1073,921]
mmhills-side-caption: ಮಲೆಮಹದೇಶ್ವರ ಬೆಟ್ಟದ ಕಾಡಂಚಿನ ಗ್ರಾಮಗಳಿಗೆ ಮೂಲಸೌಕರ್ಯ ಆಗ್ರಹಿಸಿ ಕರ್ನಾಟಕ ಸೇನಾಪಡೆ ಪ್ರತಿಭಟನೆ ನಡೆಸಿತು. [969,1695,1067,1771]
masthead: ಮೈಸೂರು ಮಿತ್ರ [909,88,1074,126]
